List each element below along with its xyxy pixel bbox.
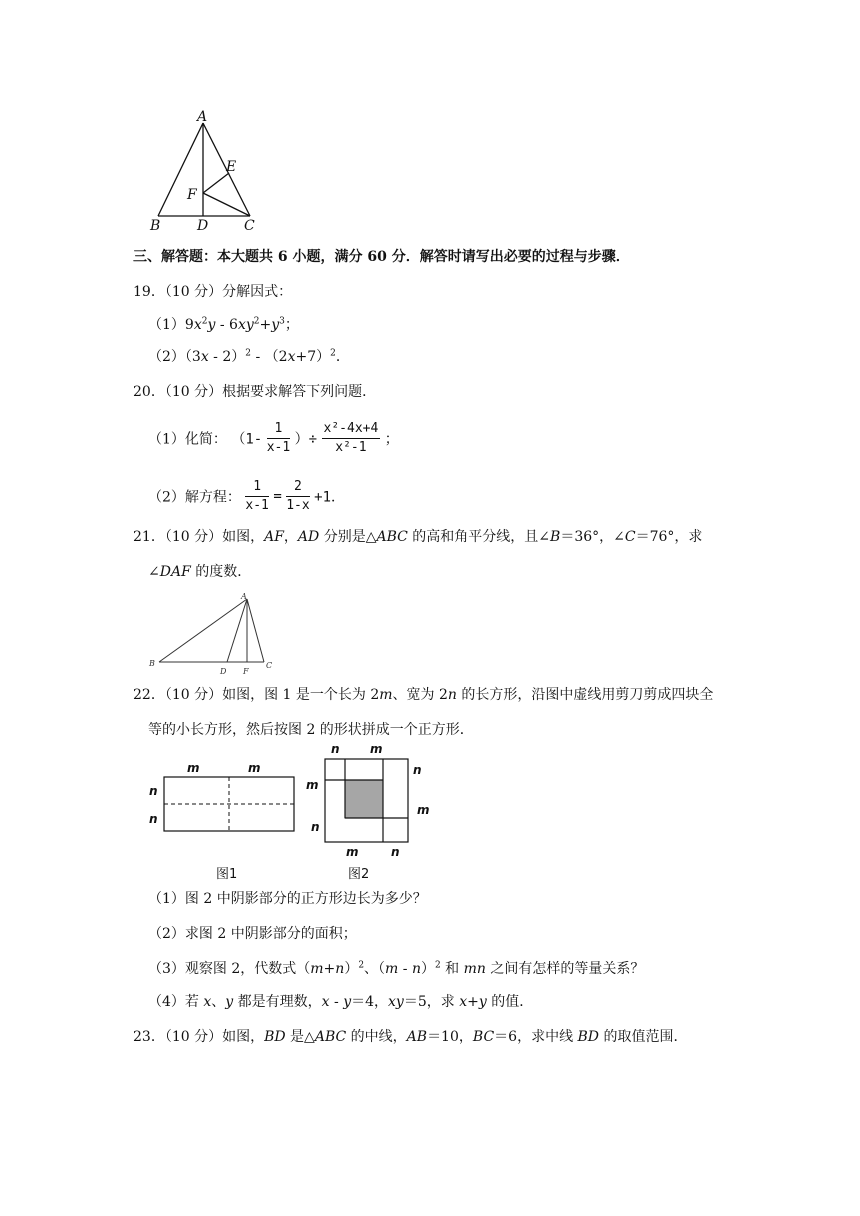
q21-label-c: C: [266, 661, 273, 670]
label-e: E: [226, 159, 237, 175]
fig2-m-top: m: [370, 742, 383, 756]
fig1-n-bottom: n: [149, 812, 158, 826]
q22-line1: 22．（10 分）如图，图 1 是一个长为 2m、宽为 2n 的长方形，沿图中虚线用剪刀剪成四块全: [133, 687, 714, 703]
q19-part2: $(2)(3x - 2)^2 - (2x+7)^2$．: [148, 348, 350, 365]
q19-part1: $(1)9x^2y - 6xy^2+y^3$；: [148, 316, 299, 333]
fig2-n-bottom: n: [391, 845, 400, 859]
fig2-n-left: n: [311, 820, 320, 834]
fig1-n-top: n: [149, 784, 158, 798]
q22-line2: 等的小长方形，然后按图 2 的形状拼成一个正方形．: [148, 722, 474, 738]
q22-sub2: （2）求图 2 中阴影部分的面积；: [148, 926, 357, 942]
shaded-square: [345, 780, 383, 818]
label-b: B: [150, 218, 161, 233]
triangle-figure-top: [140, 108, 270, 233]
fig2-m-left: m: [306, 778, 319, 792]
q20-part2: （2）解方程： $\frac{1}{x-1}$ = $\frac{2}{1-x}$ +1．: [148, 479, 345, 513]
fig2-m-bottom: m: [346, 845, 359, 859]
q20-part1: （1）化简： （1- $\frac{1}{x-1}$ ）÷ $\frac{\text{x²-4x+4}}{\text{x²-1}}$ ；: [148, 421, 399, 455]
q19-stem: 19．（10 分）分解因式：: [133, 284, 293, 300]
fig2-n-top: n: [331, 742, 340, 756]
q20-stem: 20．（10 分）根据要求解答下列问题．: [133, 384, 377, 400]
fig2-caption: 图2: [348, 867, 370, 882]
q21-line1: 21．（10 分）如图，AF，AD 分别是△ABC 的高和角平分线，且∠B＝36°，∠C＝76°，求: [133, 529, 703, 545]
q21-label-f: F: [243, 667, 249, 676]
label-c: C: [244, 218, 255, 233]
label-a: A: [197, 109, 208, 125]
q22-sub3: （3）观察图 2，代数式$(m+n)^2$、（m - n）$^2$ 和 mn 之间有怎样的等量关系？: [148, 960, 645, 977]
figure-1: [140, 758, 305, 883]
fig1-caption: 图1: [216, 867, 238, 882]
label-f: F: [187, 187, 197, 203]
figure-2: [300, 740, 440, 885]
q22-sub1: （1）图 2 中阴影部分的正方形边长为多少？: [148, 891, 427, 907]
fig1-m-left: m: [187, 761, 200, 775]
q21-label-a: A: [241, 592, 247, 601]
q21-label-b: B: [149, 659, 155, 668]
fig2-m-right: m: [417, 803, 430, 817]
q21-label-d: D: [220, 667, 227, 676]
label-d: D: [197, 218, 209, 233]
q23-text: 23．（10 分）如图，BD 是△ABC 的中线，AB＝10，BC＝6，求中线 BD 的取值范围．: [133, 1029, 688, 1045]
q21-line2: ∠DAF 的度数．: [148, 564, 252, 580]
q22-sub4: （4）若 x、y 都是有理数，x - y＝4，xy＝5，求 x+y 的值．: [148, 994, 534, 1010]
triangle-figure-q21: [145, 590, 280, 678]
section-title: 三、解答题：本大题共 6 小题，满分 60 分．解答时请写出必要的过程与步骤．: [133, 249, 630, 265]
fig2-n-right: n: [413, 763, 422, 777]
fig1-m-right: m: [248, 761, 261, 775]
